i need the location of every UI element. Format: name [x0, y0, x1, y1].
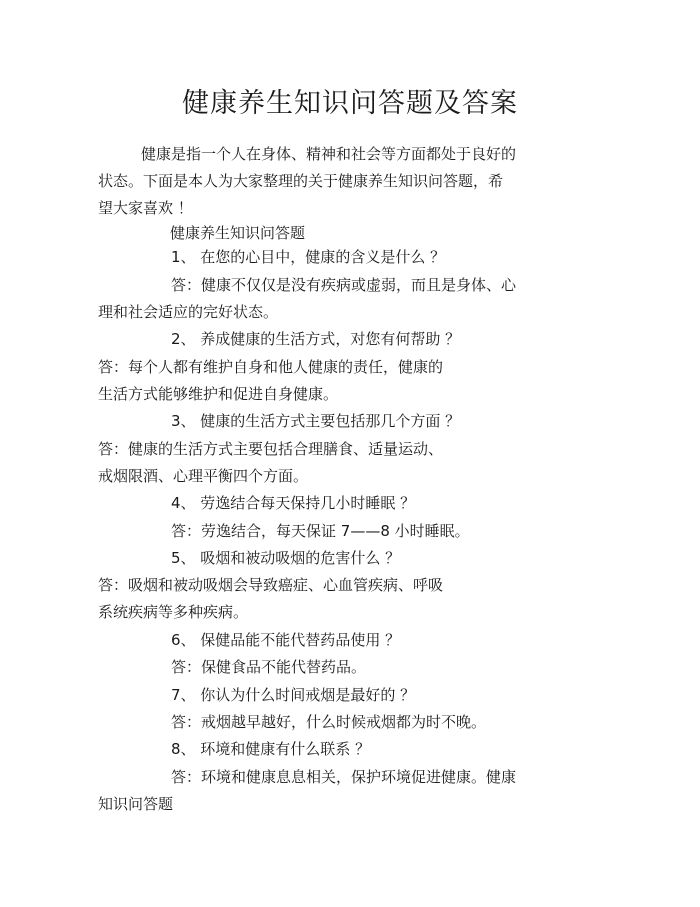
section-title: 健康养生知识问答题	[170, 224, 306, 242]
answer-2-line-2: 生活方式能够维护和促进自身健康。	[98, 385, 339, 403]
intro-line: 状态。下面是本人为大家整理的关于健康养生知识问答题，希	[98, 172, 504, 190]
question-8: 8、 环境和健康有什么联系 ？	[171, 740, 371, 758]
answer-7-line-1: 答：戒烟越早越好，什么时候戒烟都为时不晚。	[171, 713, 487, 731]
answer-1-line-1: 答：健康不仅仅是没有疾病或虚弱，而且是身体、心	[171, 276, 517, 294]
answer-2-line-1: 答：每个人都有维护自身和他人健康的责任，健康的	[98, 358, 444, 376]
answer-3-line-2: 戒烟限酒、心理平衡四个方面。	[98, 467, 309, 485]
question-1: 1、 在您的心目中，健康的含义是什么 ？	[171, 248, 446, 266]
answer-8-line-2: 知识问答题	[98, 795, 174, 813]
intro-line: 健康是指一个人在身体、精神和社会等方面都处于良好的	[141, 145, 517, 163]
answer-6-line-1: 答：保健食品不能代替药品。	[171, 658, 367, 676]
question-4: 4、 劳逸结合每天保持几小时睡眠 ？	[171, 494, 416, 512]
answer-1-line-2: 理和社会适应的完好状态。	[98, 303, 279, 321]
page-title: 健康养生知识问答题及答案	[182, 88, 518, 119]
question-7: 7、 你认为什么时间戒烟是最好的 ？	[171, 686, 416, 704]
answer-5-line-1: 答：吸烟和被动吸烟会导致癌症、心血管疾病、呼吸	[98, 576, 444, 594]
question-2: 2、 养成健康的生活方式，对您有何帮助 ？	[171, 330, 461, 348]
question-5: 5、 吸烟和被动吸烟的危害什么 ？	[171, 549, 401, 567]
question-3: 3、 健康的生活方式主要包括那几个方面 ？	[171, 412, 461, 430]
answer-4-line-1: 答：劳逸结合，每天保证 7——8 小时睡眠。	[171, 522, 470, 540]
answer-3-line-1: 答：健康的生活方式主要包括合理膳食、适量运动、	[98, 440, 444, 458]
answer-5-line-2: 系统疾病等多种疾病。	[98, 603, 249, 621]
question-6: 6、 保健品能不能代替药品使用 ？	[171, 631, 401, 649]
intro-line: 望大家喜欢 ！	[98, 199, 193, 217]
answer-8-line-1: 答：环境和健康息息相关，保护环境促进健康。健康	[171, 768, 517, 786]
